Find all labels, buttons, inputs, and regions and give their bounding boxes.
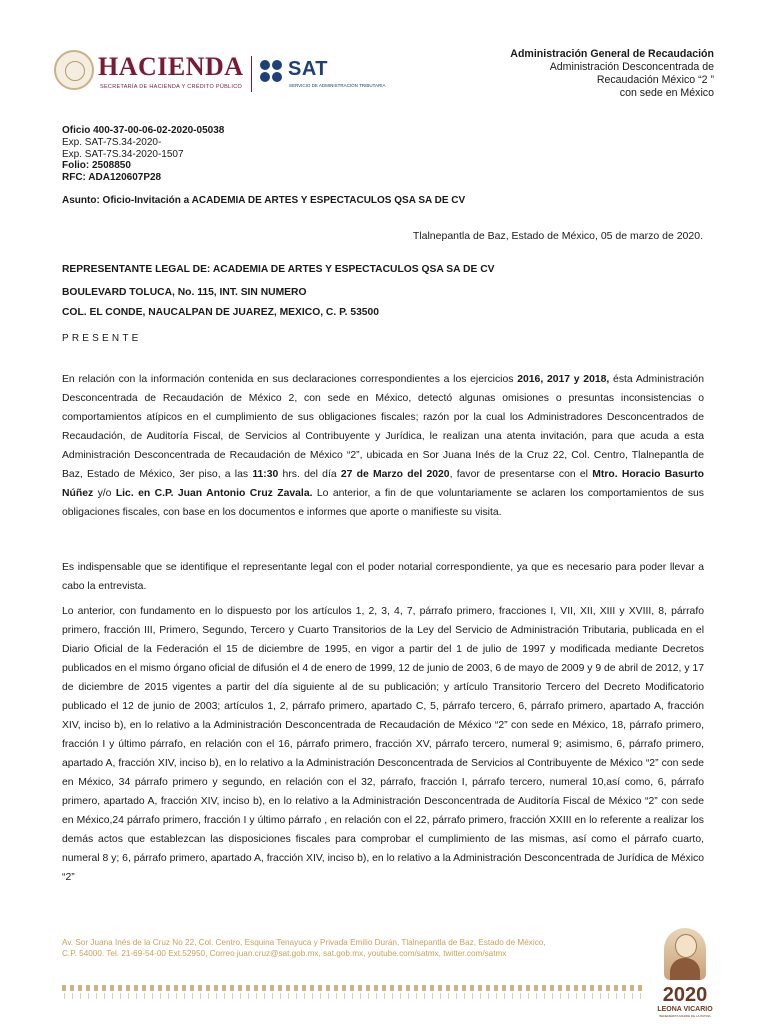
admin-line-3: Recaudación México “2 ”: [596, 74, 714, 86]
admin-line-4: con sede en México: [619, 87, 714, 99]
leona-vicario-2020-logo: [650, 928, 720, 1018]
sat-subtitle: SERVICIO DE ADMINISTRACIÓN TRIBUTARIA: [289, 83, 386, 88]
p1-time: 11:30: [252, 469, 279, 480]
decorative-border-pattern: [62, 982, 642, 1000]
p1-text-c: ésta Administración Desconcentrada de Recaudación de México 2, con sede en México, detectó algunas omisiones o presuntas inconsistencias o comportamientos atípicos en el cumplimiento de sus obligaciones fiscales; razón por la cual los Administradores Desconcentrados de Recaudación, de Auditoría Fiscal, de Servicios al Contribuyente y Jurídica, le realizan una atenta invitación, para que acuda a esta Administración Desconcentrada de Recaudación de México “2”, ubicada en Sor Juana Inés de la Cruz 22, Col. Centro, Tlalnepantla de Baz, Estado de México, 3er piso, a las: [62, 374, 704, 480]
footer-address-line-1: Av. Sor Juana Inés de la Cruz No 22, Col. Centro, Esquina Tenayuca y Privada Emilio Durán, Tlalnepantla de Baz, Estado de México,: [62, 938, 546, 947]
sat-dots-icon: [260, 60, 284, 84]
year-logo: 2020: [662, 984, 708, 1006]
p1-text-e: hrs. del día: [278, 469, 341, 480]
logo-divider: [251, 56, 252, 92]
p1-official-2: Lic. en C.P. Juan Antonio Cruz Zavala.: [115, 488, 313, 499]
recipient-line-1: REPRESENTANTE LEGAL DE: ACADEMIA DE ARTES Y ESPECTACULOS QSA SA DE CV: [62, 264, 495, 275]
letterhead: [0, 0, 768, 120]
year-name: LEONA VICARIO: [657, 1006, 713, 1013]
p1-years: 2016, 2017 y 2018,: [517, 374, 610, 385]
leona-vicario-portrait-icon: [664, 928, 706, 980]
hacienda-logo: [54, 48, 254, 100]
expediente-2: Exp. SAT-7S.34-2020-1507: [62, 148, 184, 160]
recipient-line-2: BOULEVARD TOLUCA, No. 115, INT. SIN NUMERO: [62, 287, 307, 298]
sat-logo: [260, 56, 420, 92]
subject-line: Asunto: Oficio-Invitación a ACADEMIA DE ARTES Y ESPECTACULOS QSA SA DE CV: [62, 195, 466, 206]
folio: Folio: 2508850: [62, 160, 131, 172]
p1-text-i: y/o: [93, 488, 116, 499]
oficio-number: Oficio 400-37-00-06-02-2020-05038: [62, 125, 225, 136]
p1-text-a: En relación con la información contenida en sus declaraciones correspondientes a los ejercicios: [62, 374, 518, 385]
expediente-1: Exp. SAT-7S.34-2020-: [62, 136, 162, 148]
footer-address-line-2: C.P. 54000. Tel. 21-69-54-00 Ext.52950, Correo juan.cruz@sat.gob.mx, sat.gob.mx, youtube.com/satmx, twitter.com/satmx: [62, 949, 507, 958]
paragraph-3: Lo anterior, con fundamento en lo dispuesto por los artículos 1, 2, 3, 4, 7, párrafo primero, fracciones I, VII, XII, XIII y XVIII, 8, párrafo primero, fracción III, Primero, Segundo, Tercero y Cuarto Transitorios de la Ley del Servicio de Administración Tributaria, publicada en el Diario Oficial de la Federación el 15 de diciembre de 1995, en vigor a partir del 1 de julio de 1997 y modificada mediante Decretos publicados en el mismo órgano oficial de difusión el 4 de enero de 1999, 12 de junio de 2003, 6 de mayo de 2009 y 9 de abril de 2012, y 17 de diciembre de 2015 vigentes a partir del día siguiente al de su publicación; y artículo Transitorio Tercero del Decreto Modificatorio publicado el 12 de junio de 2003; artículos 1, 2, párrafo primero, apartado C, 5, párrafo tercero, 6, párrafo primero, apartado A, fracción XIV, inciso b), en lo relativo a la Administración Desconcentrada de Recaudación de México “2” con sede en México, 18, párrafo primero, fracción I y último párrafo, en relación con el 16, párrafo primero, fracción XV, párrafo tercero, numeral 9; asimismo, 6, párrafo primero, apartado A, fracción XIV, inciso b), en lo relativo a la Administración Desconcentrada de Servicios al Contribuyente de México “2” con sede en México, 34 párrafo primero y segundo, en relación con el 32, párrafo, fracción I, párrafo tercero, numeral 10,así como, 6, párrafo primero, apartado A, fracción XIV, inciso b), en lo relativo a la Administración Desconcentrada de Auditoría Fiscal de México “2” con sede en México,24 párrafo primero, fracción I y último párrafo , en relación con el 22, párrafo primero, fracción XXIII en lo referente a realizar los demás actos que establezcan las disposiciones fiscales para comprobar el cumplimiento de las mismas, así como el párrafo cuarto, numeral 8 y; 6, párrafo primero, apartado A, fracción XIV, inciso b), en lo relativo a la Administración Desconcentrada de Jurídica de México “2”: [62, 606, 704, 883]
recipient-line-3: COL. EL CONDE, NAUCALPAN DE JUAREZ, MEXICO, C. P. 53500: [62, 307, 379, 318]
admin-line-1: Administración General de Recaudación: [510, 48, 714, 60]
hacienda-wordmark: HACIENDA: [98, 52, 244, 81]
administration-heading: [510, 48, 714, 100]
place-and-date: Tlalnepantla de Baz, Estado de México, 05 de marzo de 2020.: [412, 230, 703, 242]
footer-address: [62, 937, 662, 959]
paragraph-2: Es indispensable que se identifique el representante legal con el poder notarial correspondiente, ya que es necesario para poder llevar a cabo la entrevista.: [62, 562, 704, 592]
year-tagline: BENEMÉRITA MADRE DE LA PATRIA: [659, 1014, 711, 1018]
presente-salutation: PRESENTE: [62, 333, 142, 344]
sat-wordmark: SAT: [288, 58, 329, 80]
paragraph-1: [62, 370, 704, 522]
p1-text-k: Lo anterior, a fin de que voluntariamente se aclaren los comportamientos de sus obligaciones fiscales, con base en los documentos e informes que aporte o manifieste su visita.: [62, 488, 704, 518]
p1-official-1: Mtro. Horacio Basurto Núñez: [62, 469, 704, 499]
rfc: RFC: ADA120607P28: [62, 172, 162, 184]
reference-block: [62, 125, 224, 184]
hacienda-subtitle: SECRETARÍA DE HACIENDA Y CRÉDITO PÚBLICO: [100, 84, 243, 90]
p1-text-g: , favor de presentarse con el: [449, 469, 593, 480]
national-seal-icon: [54, 50, 94, 90]
admin-line-2: Administración Desconcentrada de: [549, 61, 714, 73]
p1-date: 27 de Marzo del 2020: [340, 469, 450, 480]
